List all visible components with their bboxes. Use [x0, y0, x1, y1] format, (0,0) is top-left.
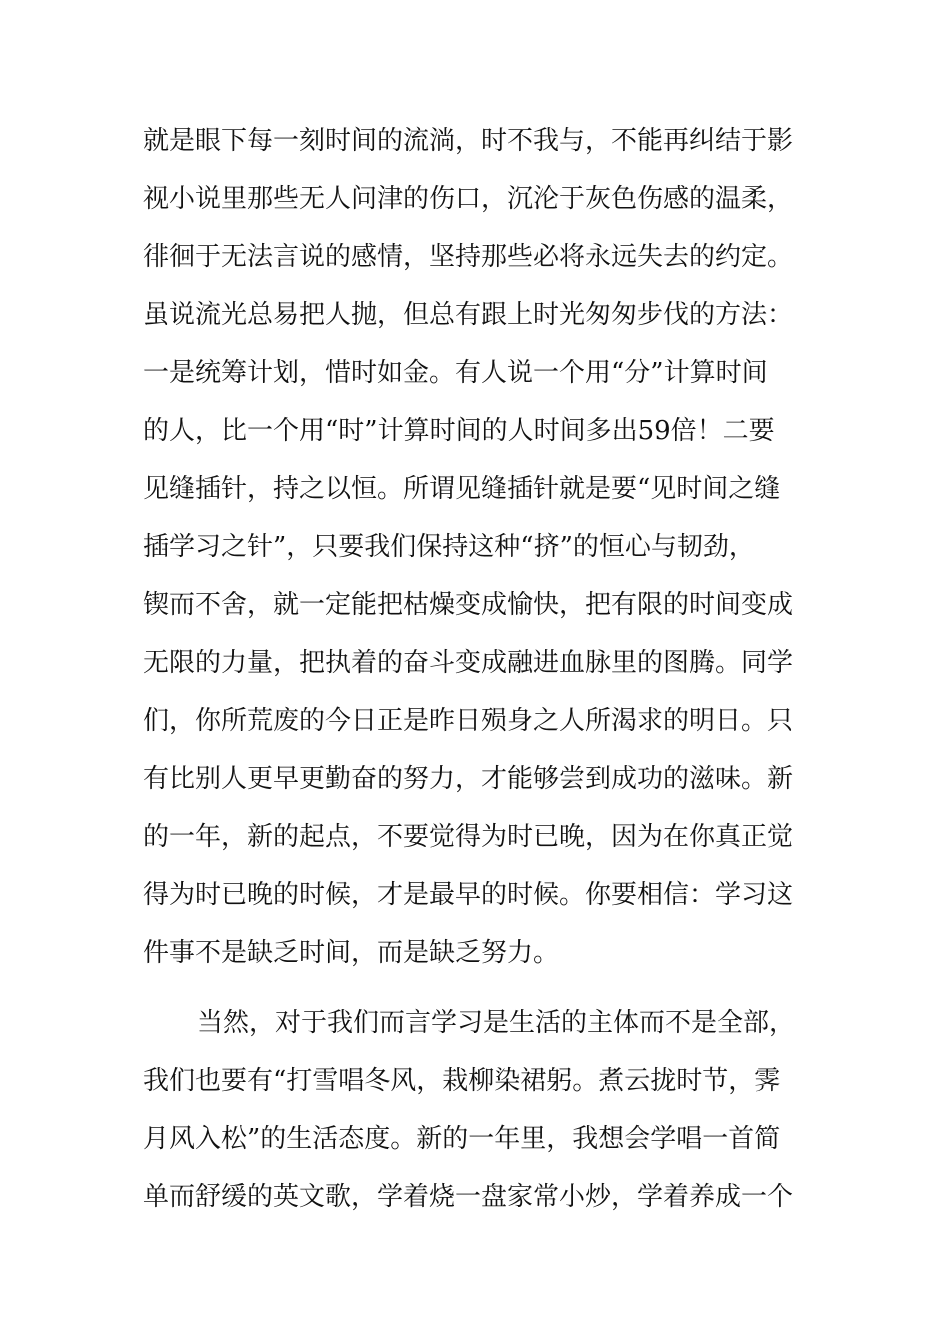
text-line: 们，你所荒废的今日正是昨日殒身之人所渴求的明日。只	[143, 706, 794, 736]
paragraph-2	[143, 994, 813, 1226]
text-line: 单而舒缓的英文歌，学着烧一盘家常小炒，学着养成一个	[143, 1182, 794, 1212]
text-line: 得为时已晚的时候，才是最早的时候。你要相信：学习这	[143, 880, 794, 910]
text-line: 就是眼下每一刻时间的流淌，时不我与，不能再纠结于影	[143, 126, 794, 156]
text-line: 的人，比一个用“时”计算时间的人时间多出59倍！二要	[143, 416, 775, 446]
text-line: 徘徊于无法言说的感情，坚持那些必将永远失去的约定。	[143, 242, 794, 272]
text-line: 虽说流光总易把人抛，但总有跟上时光匆匆步伐的方法：	[143, 300, 794, 330]
text-line: 视小说里那些无人问津的伤口，沉沦于灰色伤感的温柔，	[143, 184, 794, 214]
text-line: 锲而不舍，就一定能把枯燥变成愉快，把有限的时间变成	[143, 590, 794, 620]
text-line: 无限的力量，把执着的奋斗变成融进血脉里的图腾。同学	[143, 648, 794, 678]
paragraph-gap	[143, 982, 813, 994]
text-line: 插学习之针”，只要我们保持这种“挤”的恒心与韧劲，	[143, 532, 755, 562]
text-line: 有比别人更早更勤奋的努力，才能够尝到成功的滋味。新	[143, 764, 794, 794]
text-line: 的一年，新的起点，不要觉得为时已晚，因为在你真正觉	[143, 822, 794, 852]
paragraph-1	[143, 112, 813, 982]
text-line: 一是统筹计划，惜时如金。有人说一个用“分”计算时间	[143, 358, 768, 388]
text-line: 见缝插针，持之以恒。所谓见缝插针就是要“见时间之缝	[143, 474, 781, 504]
text-line: 月风入松”的生活态度。新的一年里，我想会学唱一首简	[143, 1124, 781, 1154]
document-body	[143, 112, 813, 1226]
text-line: 当然，对于我们而言学习是生活的主体而不是全部，	[197, 1008, 796, 1038]
text-line: 我们也要有“打雪唱冬风，栽柳染裙躬。煮云拢时节，霁	[143, 1066, 781, 1096]
text-line: 件事不是缺乏时间，而是缺乏努力。	[143, 938, 560, 968]
